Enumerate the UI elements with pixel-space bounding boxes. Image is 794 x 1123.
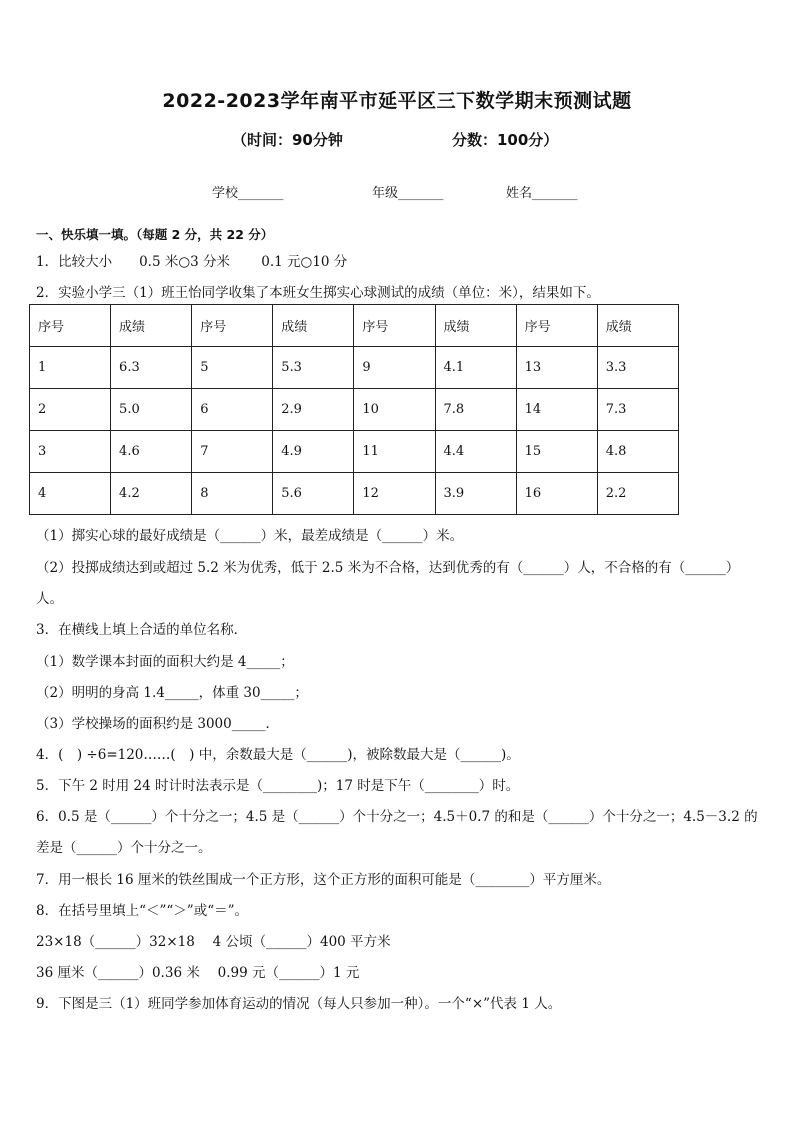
question-3-sub-3: （3）学校操场的面积约是 3000_____． — [36, 716, 279, 732]
table-cell: 16 — [516, 473, 597, 515]
table-row — [30, 431, 679, 473]
table-cell: 13 — [516, 347, 597, 389]
table-header-cell: 序号 — [354, 305, 435, 347]
question-7: 7．用一根长 16 厘米的铁丝围成一个正方形，这个正方形的面积可能是（________）平方厘米。 — [36, 872, 611, 888]
table-header-cell: 序号 — [30, 305, 111, 347]
question-6: 6．0.5 是（______）个十分之一；4.5 是（______）个十分之一；4.5＋0.7 的和是（______）个十分之一；4.5－3.2 的 — [36, 809, 758, 825]
table-cell: 12 — [354, 473, 435, 515]
table-cell: 2 — [30, 389, 111, 431]
page-title: 2022-2023学年南平市延平区三下数学期末预测试题 — [162, 90, 632, 112]
table-header-cell: 序号 — [192, 305, 273, 347]
table-cell: 5.0 — [111, 389, 192, 431]
question-8: 8．在括号里填上“＜”“＞”或“＝”。 — [36, 903, 248, 919]
question-3: 3．在横线上填上合适的单位名称． — [36, 622, 248, 638]
question-8-row-1: 23×18（______）32×18 4 公顷（______）400 平方米 — [36, 934, 391, 950]
table-cell: 2.9 — [273, 389, 354, 431]
table-cell: 6.3 — [111, 347, 192, 389]
table-cell: 8 — [192, 473, 273, 515]
table-cell: 3.9 — [435, 473, 516, 515]
table-cell: 11 — [354, 431, 435, 473]
table-header-cell: 序号 — [516, 305, 597, 347]
question-3-sub-1: （1）数学课本封面的面积大约是 4_____； — [36, 654, 294, 670]
table-cell: 4 — [30, 473, 111, 515]
question-2-sub-2: （2）投掷成绩达到或超过 5.2 米为优秀，低于 2.5 米为不合格，达到优秀的有（______）人，不合格的有（______） — [36, 560, 740, 576]
question-4: 4．( ) ÷6=120……( ) 中，余数最大是（______)，被除数最大是（______)。 — [36, 747, 520, 763]
table-cell: 4.1 — [435, 347, 516, 389]
table-cell: 7 — [192, 431, 273, 473]
table-row — [30, 473, 679, 515]
table-cell: 2.2 — [597, 473, 678, 515]
table-row — [30, 389, 679, 431]
question-1: 1．比较大小 0.5 米○3 分米 0.1 元○10 分 — [36, 254, 348, 270]
question-6-cont: 差是（______）个十分之一。 — [36, 840, 212, 856]
exam-score: 分数：100分） — [452, 131, 559, 149]
table-cell: 3.3 — [597, 347, 678, 389]
question-2-sub-2-cont: 人。 — [36, 591, 63, 607]
table-cell: 4.9 — [273, 431, 354, 473]
table-header-cell: 成绩 — [111, 305, 192, 347]
table-cell: 5.6 — [273, 473, 354, 515]
question-3-sub-2: （2）明明的身高 1.4_____，体重 30_____； — [36, 685, 308, 701]
table-cell: 4.6 — [111, 431, 192, 473]
question-8-row-2: 36 厘米（______）0.36 米 0.99 元（______）1 元 — [36, 965, 360, 981]
table-cell: 10 — [354, 389, 435, 431]
table-cell: 3 — [30, 431, 111, 473]
section-heading: 一、快乐填一填。（每题 2 分，共 22 分） — [36, 227, 274, 242]
table-cell: 7.8 — [435, 389, 516, 431]
scores-table — [29, 304, 679, 515]
table-cell: 5.3 — [273, 347, 354, 389]
school-field: 学校_______ — [212, 186, 284, 201]
table-cell: 9 — [354, 347, 435, 389]
table-cell: 4.8 — [597, 431, 678, 473]
table-header-row — [30, 305, 679, 347]
table-header-cell: 成绩 — [273, 305, 354, 347]
table-cell: 1 — [30, 347, 111, 389]
table-cell: 4.2 — [111, 473, 192, 515]
table-cell: 4.4 — [435, 431, 516, 473]
grade-field: 年级_______ — [372, 186, 444, 201]
question-2-sub-1: （1）掷实心球的最好成绩是（______）米，最差成绩是（______）米。 — [36, 528, 464, 544]
question-5: 5．下午 2 时用 24 时计时法表示是（________)；17 时是下午（________）时。 — [36, 778, 520, 794]
table-row — [30, 347, 679, 389]
table-header-cell: 成绩 — [435, 305, 516, 347]
exam-time: （时间：90分钟 — [232, 131, 343, 149]
table-cell: 5 — [192, 347, 273, 389]
table-cell: 7.3 — [597, 389, 678, 431]
table-cell: 6 — [192, 389, 273, 431]
question-9: 9．下图是三（1）班同学参加体育运动的情况（每人只参加一种）。一个“×”代表 1 人。 — [36, 996, 562, 1012]
question-2: 2．实验小学三（1）班王怡同学收集了本班女生掷实心球测试的成绩（单位：米），结果如下。 — [36, 285, 600, 301]
name-field: 姓名_______ — [506, 186, 578, 201]
table-cell: 14 — [516, 389, 597, 431]
table-cell: 15 — [516, 431, 597, 473]
table-header-cell: 成绩 — [597, 305, 678, 347]
